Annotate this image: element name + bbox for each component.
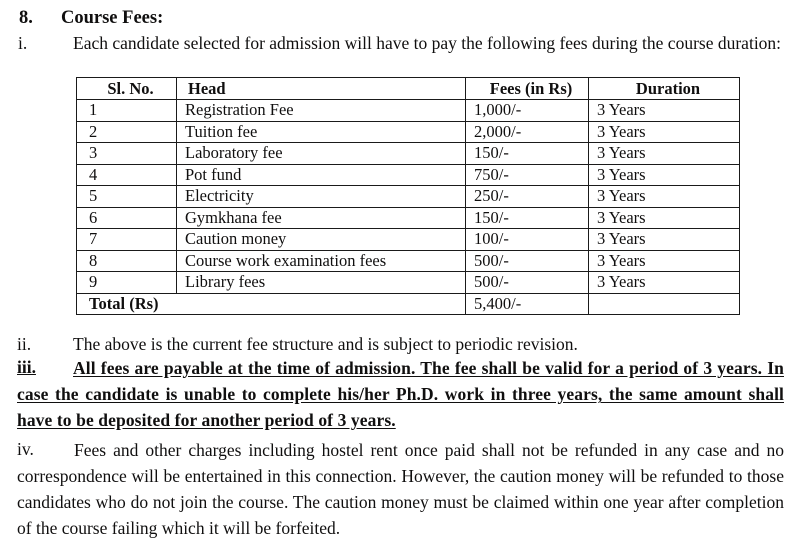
cell-fees: 750/-: [466, 164, 589, 186]
cell-fees: 100/-: [466, 229, 589, 251]
cell-head: Caution money: [177, 229, 466, 251]
table-row: [77, 143, 740, 165]
cell-duration: 3 Years: [589, 164, 740, 186]
cell-fees: 250/-: [466, 186, 589, 208]
section-heading: [0, 6, 800, 32]
cell-sl-no: 4: [77, 164, 177, 186]
cell-total-duration: [589, 293, 740, 315]
table-header-row: [77, 78, 740, 100]
table-footer: [77, 293, 740, 315]
cell-sl-no: 8: [77, 250, 177, 272]
cell-fees: 2,000/-: [466, 121, 589, 143]
list-marker-iii: iii.: [17, 357, 36, 377]
list-text-ii: The above is the current fee structure and is subject to periodic revision.: [73, 334, 578, 354]
cell-sl-no: 3: [77, 143, 177, 165]
cell-sl-no: 7: [77, 229, 177, 251]
cell-duration: 3 Years: [589, 186, 740, 208]
list-marker-iv: iv.: [17, 439, 34, 459]
table-row: [77, 186, 740, 208]
cell-total-fees: 5,400/-: [466, 293, 589, 315]
cell-fees: 150/-: [466, 143, 589, 165]
list-marker-ii: ii.: [17, 334, 32, 354]
course-fees-table: [76, 77, 740, 315]
cell-duration: 3 Years: [589, 272, 740, 294]
cell-sl-no: 9: [77, 272, 177, 294]
cell-sl-no: 5: [77, 186, 177, 208]
list-text-iv: Fees and other charges including hostel rent once paid shall not be refunded in any case and no correspondence will be entertained in this connection. However, the caution money will be refunded to those candidates who do not join the course. The caution money must be claimed within one year after completion of the course failing which it will be forfeited.: [17, 440, 784, 538]
table-body: [77, 100, 740, 294]
cell-head: Course work examination fees: [177, 250, 466, 272]
cell-duration: 3 Years: [589, 229, 740, 251]
cell-sl-no: 6: [77, 207, 177, 229]
cell-fees: 1,000/-: [466, 100, 589, 122]
cell-fees: 150/-: [466, 207, 589, 229]
cell-head: Gymkhana fee: [177, 207, 466, 229]
cell-total-label: Total (Rs): [77, 293, 466, 315]
list-text-i: Each candidate selected for admission will have to pay the following fees during the course duration:: [73, 33, 782, 53]
cell-head: Electricity: [177, 186, 466, 208]
table-row: [77, 207, 740, 229]
section-title: Course Fees:: [61, 8, 164, 28]
cell-fees: 500/-: [466, 272, 589, 294]
column-header-fees: Fees (in Rs): [466, 78, 589, 100]
list-text-iii-underline: All fees are payable at the time of admission. The fee shall be valid for a period of 3 years. In case the candidate is unable to complete his/her Ph.D. work in three years, the same amount shall have to be deposited for another period of 3 years.: [17, 358, 784, 430]
cell-head: Laboratory fee: [177, 143, 466, 165]
table-row: [77, 100, 740, 122]
table-total-row: [77, 293, 740, 315]
cell-fees: 500/-: [466, 250, 589, 272]
table-row: [77, 250, 740, 272]
section-number: 8.: [19, 8, 33, 28]
column-header-duration: Duration: [589, 78, 740, 100]
column-header-sl-no: Sl. No.: [77, 78, 177, 100]
table-row: [77, 272, 740, 294]
cell-duration: 3 Years: [589, 100, 740, 122]
cell-duration: 3 Years: [589, 143, 740, 165]
cell-sl-no: 2: [77, 121, 177, 143]
cell-head: Registration Fee: [177, 100, 466, 122]
table-row: [77, 121, 740, 143]
cell-duration: 3 Years: [589, 207, 740, 229]
table-row: [77, 229, 740, 251]
list-text-iii: [17, 355, 784, 433]
table-row: [77, 164, 740, 186]
column-header-head: Head: [177, 78, 466, 100]
cell-head: Tuition fee: [177, 121, 466, 143]
cell-head: Pot fund: [177, 164, 466, 186]
cell-duration: 3 Years: [589, 121, 740, 143]
cell-head: Library fees: [177, 272, 466, 294]
cell-duration: 3 Years: [589, 250, 740, 272]
cell-sl-no: 1: [77, 100, 177, 122]
list-marker-i: i.: [18, 33, 28, 53]
